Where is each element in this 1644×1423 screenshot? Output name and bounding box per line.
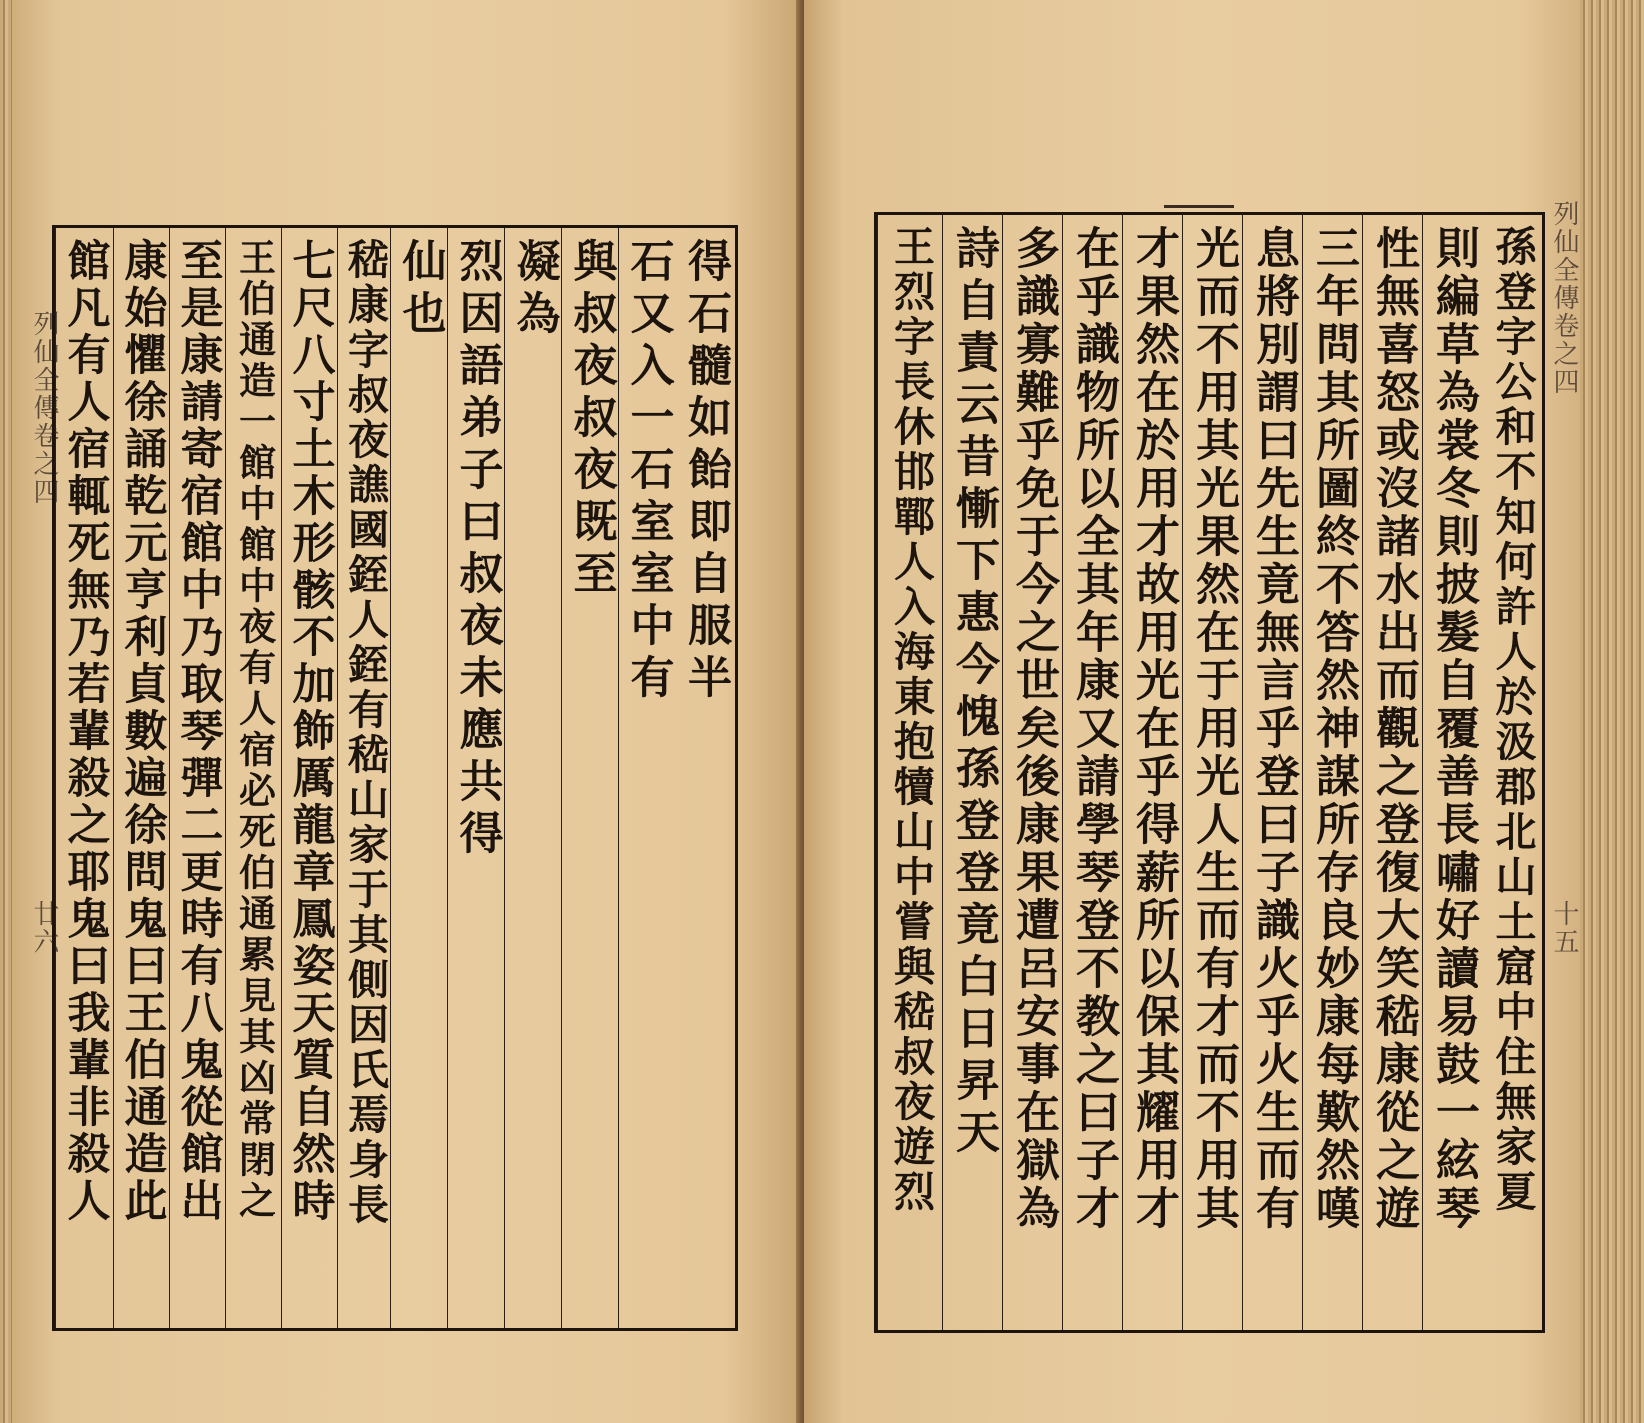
text-column	[1482, 215, 1542, 1330]
column-text: 石又入一石室室中有	[622, 238, 674, 706]
column-text: 多識寡難乎免于今之世矣後康果遭呂安事在獄為	[1008, 225, 1059, 1233]
column-text: 凝為	[508, 238, 560, 342]
column-text: 嵇康字叔夜譙國銍人銍有嵇山家于其側因氏焉身長	[341, 238, 389, 1228]
column-text: 性無喜怒或沒諸水出而觀之登復大笑嵇康從之遊	[1368, 225, 1419, 1233]
text-column	[618, 228, 676, 1328]
column-text: 在乎識物所以全其年康又請學琴登不教之曰子才	[1068, 225, 1119, 1233]
column-text: 孫登字公和不知何許人於汲郡北山土窟中住無家夏	[1488, 225, 1537, 1215]
text-column	[390, 228, 448, 1328]
text-column	[55, 228, 114, 1328]
text-column	[1062, 215, 1123, 1330]
text-column	[504, 228, 562, 1328]
text-column	[675, 228, 735, 1328]
text-column	[1122, 215, 1183, 1330]
text-column	[337, 228, 391, 1328]
right-folio-number: 十五	[1549, 900, 1579, 956]
left-text-frame	[52, 225, 738, 1331]
text-column	[447, 228, 505, 1328]
right-page	[804, 0, 1580, 1423]
page-top-mark	[1164, 205, 1234, 208]
column-text: 仙也	[394, 238, 446, 342]
column-text: 王烈字長休邯鄲人入海東抱犢山中嘗與嵇叔夜遊烈	[887, 225, 935, 1215]
column-text: 王伯通造一館中館中夜有人宿必死伯通累見其凶常閉之	[232, 238, 277, 1222]
column-text: 館凡有人宿輒死無乃若輩殺之耶鬼曰我輩非殺人	[60, 238, 111, 1225]
column-text: 才果然在於用才故用光在乎得薪所以保其耀用才	[1128, 225, 1179, 1233]
text-column	[169, 228, 226, 1328]
right-page-edges	[1580, 0, 1644, 1423]
column-text: 與叔夜叔夜既至	[565, 238, 617, 602]
column-text: 息將別謂曰先生竟無言乎登曰子識火乎火生而有	[1248, 225, 1299, 1233]
column-text: 七尺八寸土木形骸不加飾厲龍章鳳姿天質自然時	[285, 238, 336, 1225]
text-column	[281, 228, 338, 1328]
text-column	[942, 215, 1003, 1330]
right-margin-title: 列仙全傳卷之四	[1549, 200, 1579, 396]
text-column	[561, 228, 619, 1328]
text-column	[113, 228, 170, 1328]
column-text: 康始懼徐誦乾元亨利貞數遍徐問鬼曰王伯通造此	[117, 238, 168, 1225]
left-folio-number: 廿六	[29, 900, 59, 956]
text-column	[1182, 215, 1243, 1330]
column-text: 詩自責云昔慚下惠今愧孫登登竟白日昇天	[948, 225, 999, 1161]
left-page	[12, 0, 802, 1423]
column-text: 烈因語弟子曰叔夜未應共得	[451, 238, 503, 862]
text-column	[1302, 215, 1363, 1330]
text-column	[877, 215, 943, 1330]
text-column	[1422, 215, 1483, 1330]
text-column	[1002, 215, 1063, 1330]
column-text: 得石髓如飴即自服半	[680, 238, 731, 706]
text-column	[1242, 215, 1303, 1330]
text-column	[1362, 215, 1423, 1330]
left-margin-title: 列仙全傳卷之四	[29, 310, 59, 506]
column-text: 光而不用其光果然在于用光人生而有才而不用其	[1188, 225, 1239, 1233]
column-text: 至是康請寄宿館中乃取琴彈二更時有八鬼從館出	[173, 238, 224, 1225]
column-text: 三年問其所圖終不答然神謀所存良妙康每歎然嘆	[1308, 225, 1359, 1233]
column-text: 則編草為裳冬則披髮自覆善長嘯好讀易鼓一絃琴	[1428, 225, 1479, 1233]
right-text-frame	[874, 212, 1545, 1333]
text-column	[225, 228, 282, 1328]
